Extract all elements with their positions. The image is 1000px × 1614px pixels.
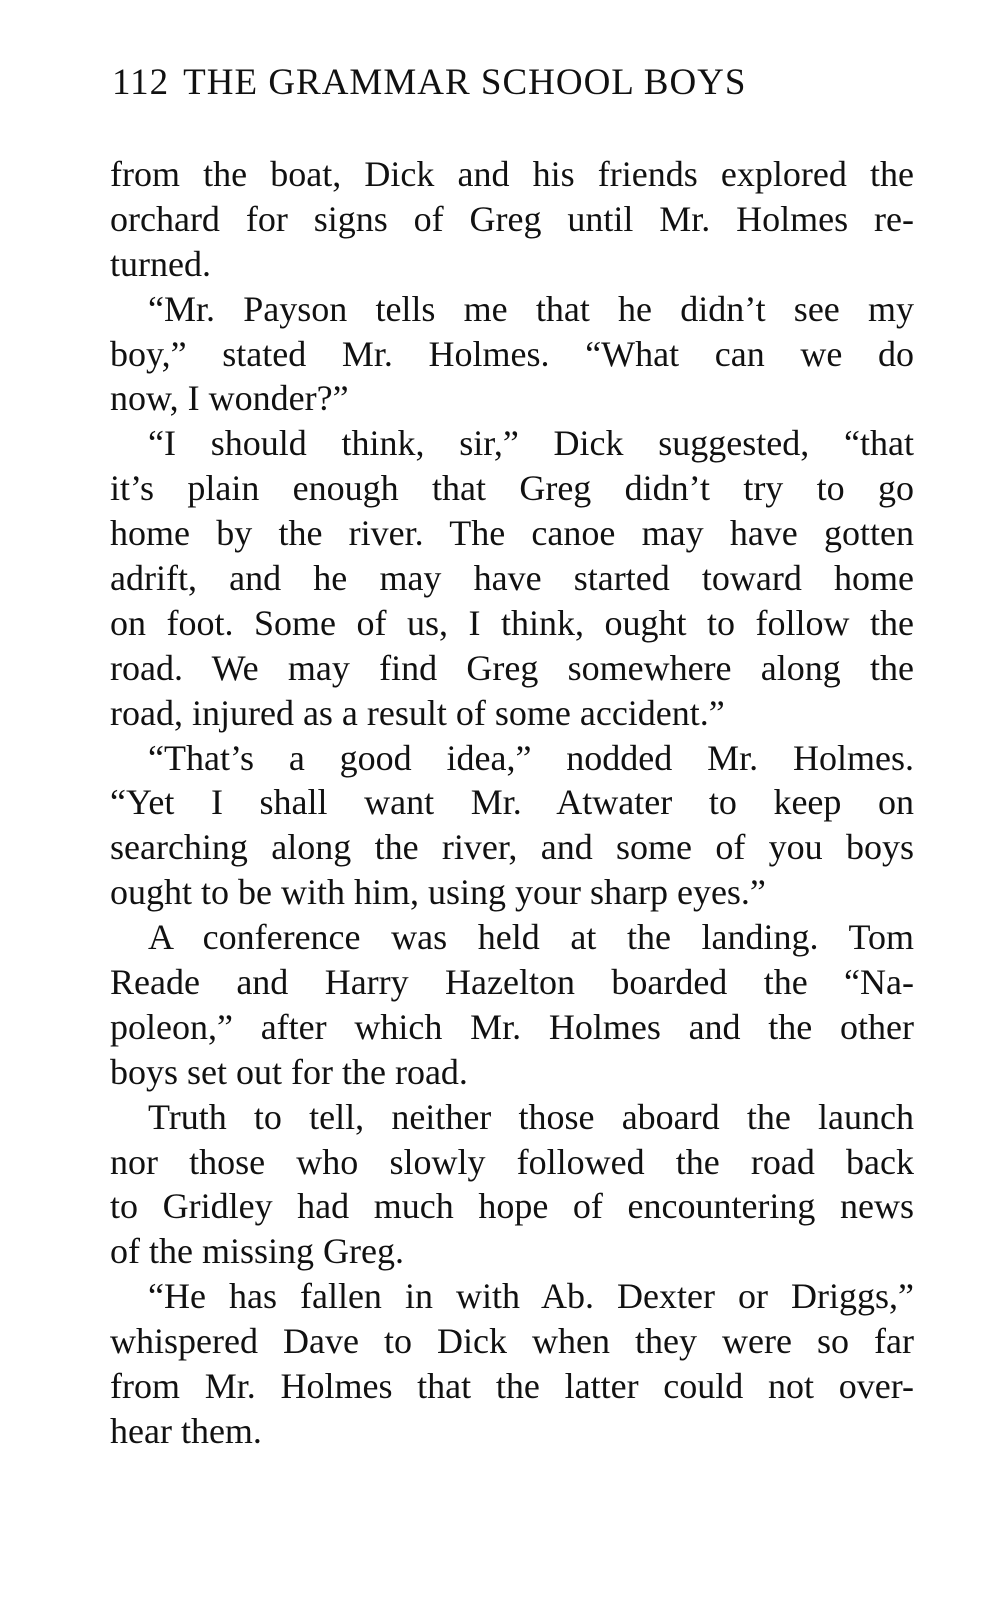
- text-line: searching along the river, and some of you boys: [110, 827, 914, 868]
- text-line: orchard for signs of Greg until Mr. Holmes re-: [110, 198, 914, 239]
- text-line: it’s plain enough that Greg didn’t try to go: [110, 468, 914, 509]
- text-line: “Yet I shall want Mr. Atwater to keep on: [110, 782, 914, 823]
- text-line: on foot. Some of us, I think, ought to follow the: [110, 602, 914, 643]
- text-line: from Mr. Holmes that the latter could not over-: [110, 1366, 914, 1407]
- text-line: adrift, and he may have started toward home: [110, 558, 914, 599]
- text-line: now, I wonder?”: [110, 378, 349, 419]
- running-head: [112, 58, 912, 108]
- page-number: 112: [112, 62, 170, 103]
- text-line: boys set out for the road.: [110, 1051, 468, 1092]
- text-line: Reade and Harry Hazelton boarded the “Na-: [110, 962, 914, 1003]
- text-line: “That’s a good idea,” nodded Mr. Holmes.: [148, 737, 914, 778]
- body-text: [110, 152, 914, 1454]
- text-line: “He has fallen in with Ab. Dexter or Driggs,”: [148, 1276, 914, 1317]
- text-line: poleon,” after which Mr. Holmes and the other: [110, 1006, 914, 1047]
- text-line: nor those who slowly followed the road back: [110, 1141, 914, 1182]
- text-line: of the missing Greg.: [110, 1231, 404, 1272]
- text-line: home by the river. The canoe may have gotten: [110, 513, 914, 554]
- text-line: Truth to tell, neither those aboard the launch: [148, 1096, 914, 1137]
- text-line: “Mr. Payson tells me that he didn’t see my: [148, 288, 914, 329]
- text-line: “I should think, sir,” Dick suggested, “that: [148, 423, 914, 464]
- text-line: hear them.: [110, 1410, 262, 1451]
- text-line: A conference was held at the landing. Tom: [148, 917, 914, 958]
- text-line: boy,” stated Mr. Holmes. “What can we do: [110, 333, 914, 374]
- text-line: ought to be with him, using your sharp eyes.”: [110, 872, 766, 913]
- text-line: from the boat, Dick and his friends explored the: [110, 154, 914, 194]
- text-line: turned.: [110, 243, 211, 284]
- text-line: road, injured as a result of some accident.”: [110, 692, 725, 733]
- text-line: whispered Dave to Dick when they were so far: [110, 1321, 914, 1362]
- text-line: to Gridley had much hope of encountering news: [110, 1186, 914, 1227]
- book-title: THE GRAMMAR SCHOOL BOYS: [183, 62, 747, 103]
- text-line: road. We may find Greg somewhere along the: [110, 647, 914, 688]
